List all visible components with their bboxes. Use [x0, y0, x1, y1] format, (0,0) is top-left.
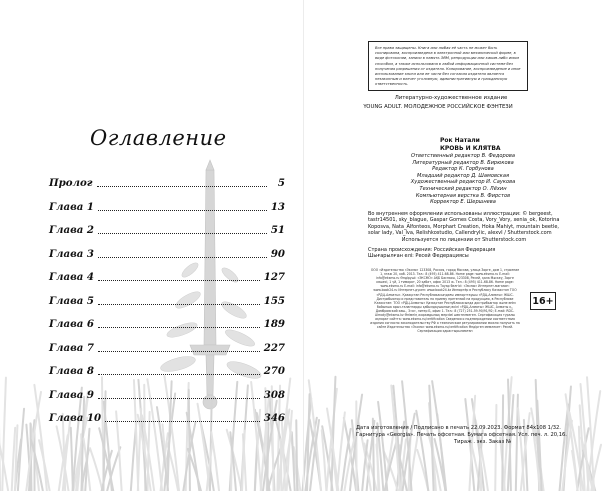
toc-entry	[49, 389, 285, 413]
toc-entry-label: Глава 7	[49, 341, 95, 354]
print-line-2: Гарнитура «Georgia». Печать офсетная. Бумага офсетная. Усл. печ. л. 20,16.	[356, 431, 567, 438]
credit-line: Ответственный редактор В. Федорова	[411, 153, 515, 159]
toc-leader-dots	[98, 295, 260, 305]
toc-leader-dots	[98, 248, 267, 258]
toc-list	[49, 177, 285, 436]
toc-entry-page: 227	[263, 341, 285, 354]
copyright-warning: Все права защищены. Книга или любая её часть не может быть скопирована, воспроизведена в электронной или механической форме, в виде фотокопии, записи в память ЭВМ, репродукции или каким-либо иным способом, а также использована в любой информационной системе без получения разрешения от издателя. Копирование, воспроизведение и иное использование книги или ее части без согласия издателя является незаконным и влечет уголовную, административную и гражданскую ответственность.	[368, 41, 528, 91]
toc-leader-dots	[98, 365, 260, 375]
toc-leader-dots	[105, 412, 260, 422]
book-title: КРОВЬ И КЛЯТВА	[440, 145, 501, 152]
print-line-3: Тираж . экз. Заказ №	[454, 438, 512, 445]
genre-line: Литературно-художественное издание	[394, 95, 508, 101]
illustrations-text: Во внутреннем оформлении использованы иллюстрации: © bergeest, tastr14501, sky_blague, Gaspar Gomes Costa, Vory_Vory, xenia_ok, Kotorina Koposva, Nata_Alfonteos, Morphart Creation, Hoka Mahiyt, mountain beetle, solar lady, Val_lva, Relishkostudio, Callendrylic, alexvI / Shutterstock.com	[368, 211, 560, 237]
toc-leader-dots	[98, 318, 260, 328]
author-name: Рок Натали	[440, 137, 480, 144]
toc-entry-page: 189	[263, 318, 285, 330]
page-gutter	[303, 0, 304, 491]
toc-entry-page: 13	[270, 200, 285, 213]
toc-title: Оглавление	[90, 126, 227, 150]
toc-entry	[49, 201, 285, 225]
credit-line: Литературный редактор В. Бирюкова	[412, 159, 514, 166]
illustrations-license: Используется по лицензии от Shutterstock.com	[401, 236, 527, 243]
toc-leader-dots	[98, 389, 260, 399]
grass-blade	[281, 439, 282, 491]
toc-entry-page: 5	[277, 177, 285, 189]
grass-blade	[292, 432, 295, 491]
toc-entry	[49, 177, 285, 201]
toc-leader-dots	[97, 177, 267, 187]
toc-entry-label: Глава 2	[49, 224, 95, 236]
credit-line: Технический редактор О. Лёхин	[419, 185, 507, 192]
grass-blade	[71, 428, 73, 491]
credit-line: Корректор Е. Шершнева	[430, 199, 496, 206]
toc-entry-label: Глава 8	[49, 365, 95, 377]
toc-entry	[49, 412, 285, 436]
toc-entry-label: Глава 1	[49, 200, 95, 213]
toc-entry	[49, 318, 285, 342]
origin-country-kz: Шығарылған елі: Ресей Федерациясы	[368, 253, 469, 260]
age-rating-badge: 16+	[530, 292, 556, 310]
toc-entry-label: Пролог	[49, 177, 93, 189]
grass-blade	[495, 405, 496, 491]
toc-entry-page: 51	[270, 224, 285, 236]
publisher-block: ООО «Издательство «Эксмо» 123308, Россия, город Москва, улица Зорге, дом 1, строение 1, этаж 20, каб. 2013. Тел.: 8 (495) 411-68-86. Home page: www.eksmo.ru E-mail: info@eksmo.ru Өндіруші: «ЭКСМО» АҚБ Баспасы, 123308, Ресей, қала Мәскеу, Зорге көшесі, 1 үй, 1 ғимарат, 20 қабат, офис 2013 ж. Тел.: 8 (495) 411-68-86. Home page: www.eksmo.ru E-mail: info@eksmo.ru Тауар белгісі: «Эксмо» Интернет-магазин: www.book24.ru Интернет-дүкен: www.book24.kz Импортёр в Республику Казахстан ТОО «РДЦ-Алматы». Қазақстан Республикасындағы импорттаушы «РДЦ-Алматы» ЖШС. Дистрибьютор и представитель по приему претензий на продукцию, в Республике Казахстан: ТОО «РДЦ-Алматы» Қазақстан Республикасында дистрибьютор және өнім бойынша арыз-талаптарды қабылдаушының өкілі «РДЦ-Алматы» ЖШС, Алматы қ., Домбровский көш., 3«а», литер Б, офис 1. Тел.: 8 (727) 251-59-90/91/92; E-mail: RDC-Almaty@eksmo.kz Өнімнің жарамдылық мерзімі шектелмеген. Сертификация туралы ақпарат сайтта: www.eksmo.ru/certification Сведения о подтверждении соответствия издания согласно законодательству РФ о техническом регулировании можно получить на сайте Издательства «Эксмо» www.eksmo.ru/certification Өндірген мемлекет: Ресей. Сертификация қарастырылмаған	[370, 268, 520, 334]
toc-entry	[49, 295, 285, 319]
toc-entry-page: 270	[263, 365, 285, 377]
grass-blade	[90, 448, 103, 491]
toc-entry-page: 90	[270, 247, 285, 260]
toc-entry	[49, 365, 285, 389]
toc-entry-label: Глава 6	[49, 318, 95, 330]
grass-blade	[296, 420, 297, 491]
toc-entry-page: 127	[263, 271, 285, 283]
credit-line: Редактор К. Горбунова	[432, 166, 494, 173]
toc-entry-page: 155	[263, 294, 285, 307]
toc-entry-label: Глава 5	[49, 294, 95, 307]
toc-leader-dots	[98, 224, 267, 234]
toc-entry-label: Глава 4	[49, 271, 95, 283]
toc-entry-label: Глава 3	[49, 247, 95, 260]
grass-blade	[307, 394, 309, 491]
toc-entry-label: Глава 10	[49, 412, 102, 424]
toc-entry	[49, 248, 285, 272]
grass-blade	[309, 380, 321, 491]
print-details	[356, 425, 572, 445]
editorial-credits	[368, 153, 558, 206]
toc-entry-page: 308	[263, 388, 285, 401]
credit-line: Младший редактор Д. Шамовская	[416, 172, 510, 179]
series-line: YOUNG ADULT. МОЛОДЕЖНОЕ РОССИЙСКОЕ ФЭНТЕЗИ	[363, 104, 513, 110]
toc-leader-dots	[98, 342, 260, 352]
illustrations-credit	[368, 211, 560, 243]
print-line-1: Дата изготовления / Подписано в печать 22.09.2023. Формат 84x108 1/32.	[356, 425, 561, 431]
toc-entry-page: 346	[263, 412, 285, 424]
toc-entry	[49, 224, 285, 248]
toc-entry-label: Глава 9	[49, 388, 95, 401]
grass-blade	[480, 449, 481, 491]
toc-leader-dots	[98, 271, 260, 281]
origin-country: Страна происхождения: Российская Федерация	[368, 247, 496, 253]
toc-entry	[49, 271, 285, 295]
credit-line: Художественный редактор И. Саукова	[410, 179, 516, 186]
toc-leader-dots	[98, 201, 267, 211]
credit-line: Компьютерная верстка В. Фирстов	[415, 192, 511, 199]
toc-entry	[49, 342, 285, 366]
origin-info	[368, 247, 558, 260]
